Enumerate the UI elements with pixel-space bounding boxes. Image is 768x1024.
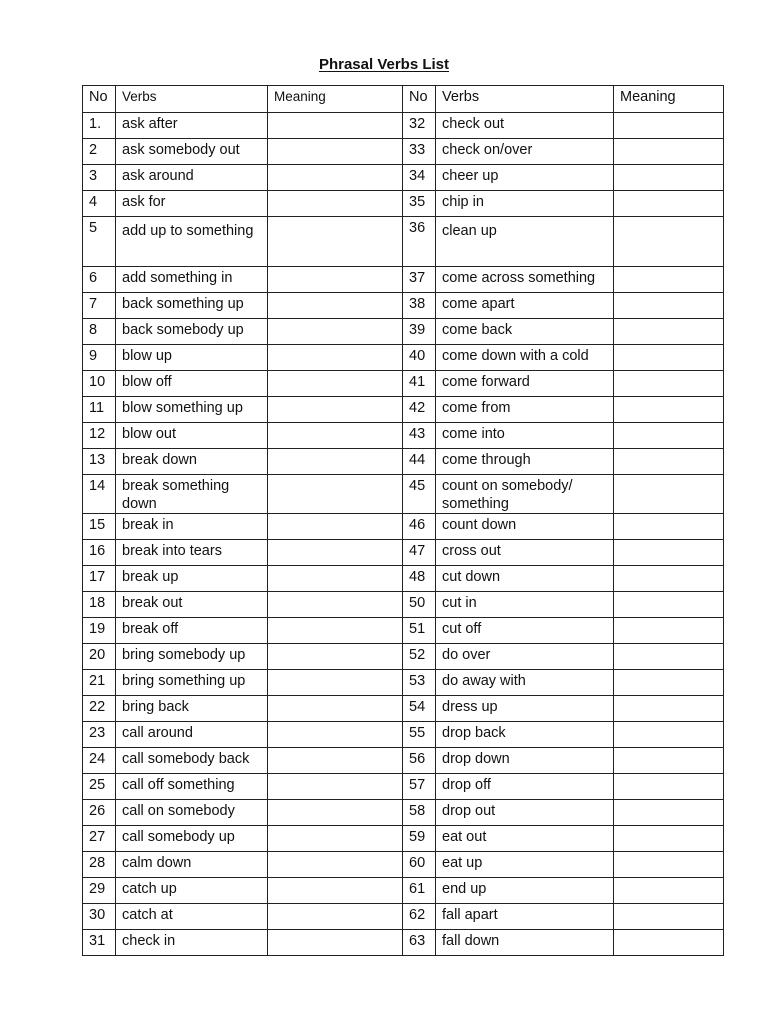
right-verb-cell: come apart [436, 293, 614, 319]
right-verb-cell: cross out [436, 540, 614, 566]
table-row [83, 670, 724, 696]
left-meaning-cell [268, 191, 403, 217]
left-number-cell: 16 [83, 540, 116, 566]
right-meaning-cell [614, 217, 724, 267]
table-row [83, 371, 724, 397]
left-verb-cell: blow out [116, 423, 268, 449]
right-meaning-cell [614, 748, 724, 774]
left-meaning-cell [268, 423, 403, 449]
left-meaning-cell [268, 930, 403, 956]
right-meaning-cell [614, 293, 724, 319]
right-verb-cell: drop off [436, 774, 614, 800]
left-number-cell: 10 [83, 371, 116, 397]
left-verb-cell: catch at [116, 904, 268, 930]
table-row [83, 267, 724, 293]
right-verb-cell: drop down [436, 748, 614, 774]
left-verb-cell: call somebody back [116, 748, 268, 774]
left-meaning-cell [268, 267, 403, 293]
right-number-cell: 47 [403, 540, 436, 566]
table-row [83, 930, 724, 956]
left-verb-cell: break up [116, 566, 268, 592]
left-number-cell: 4 [83, 191, 116, 217]
left-meaning-cell [268, 904, 403, 930]
table-row [83, 644, 724, 670]
left-meaning-cell [268, 293, 403, 319]
left-meaning-cell [268, 696, 403, 722]
left-meaning-cell [268, 113, 403, 139]
right-number-cell: 56 [403, 748, 436, 774]
right-number-cell: 44 [403, 449, 436, 475]
right-number-cell: 45 [403, 475, 436, 514]
left-verb-cell: bring somebody up [116, 644, 268, 670]
table-row [83, 165, 724, 191]
right-meaning-cell [614, 139, 724, 165]
right-meaning-cell [614, 267, 724, 293]
left-verb-cell: add something in [116, 267, 268, 293]
table-row [83, 319, 724, 345]
header-verbs-right: Verbs [436, 86, 614, 113]
right-verb-cell: come into [436, 423, 614, 449]
left-number-cell: 6 [83, 267, 116, 293]
right-number-cell: 42 [403, 397, 436, 423]
left-verb-cell: call somebody up [116, 826, 268, 852]
left-number-cell: 12 [83, 423, 116, 449]
left-verb-cell: blow off [116, 371, 268, 397]
right-number-cell: 32 [403, 113, 436, 139]
right-verb-cell: cut off [436, 618, 614, 644]
table-row [83, 878, 724, 904]
right-meaning-cell [614, 191, 724, 217]
left-verb-cell: break in [116, 514, 268, 540]
right-verb-cell: come from [436, 397, 614, 423]
table-header-row [83, 86, 724, 113]
left-number-cell: 31 [83, 930, 116, 956]
right-verb-cell: cheer up [436, 165, 614, 191]
right-number-cell: 39 [403, 319, 436, 345]
left-meaning-cell [268, 748, 403, 774]
table-row [83, 540, 724, 566]
left-meaning-cell [268, 878, 403, 904]
table-row [83, 217, 724, 267]
left-verb-cell: calm down [116, 852, 268, 878]
left-verb-cell: back something up [116, 293, 268, 319]
table-row [83, 774, 724, 800]
left-number-cell: 3 [83, 165, 116, 191]
left-number-cell: 29 [83, 878, 116, 904]
left-meaning-cell [268, 722, 403, 748]
left-verb-cell: back somebody up [116, 319, 268, 345]
left-verb-cell: call off something [116, 774, 268, 800]
right-meaning-cell [614, 696, 724, 722]
right-meaning-cell [614, 449, 724, 475]
right-number-cell: 34 [403, 165, 436, 191]
left-verb-cell: ask somebody out [116, 139, 268, 165]
left-number-cell: 27 [83, 826, 116, 852]
table-row [83, 139, 724, 165]
table-row [83, 514, 724, 540]
right-meaning-cell [614, 592, 724, 618]
left-number-cell: 17 [83, 566, 116, 592]
right-meaning-cell [614, 774, 724, 800]
left-number-cell: 1. [83, 113, 116, 139]
right-verb-cell: cut in [436, 592, 614, 618]
right-number-cell: 48 [403, 566, 436, 592]
right-number-cell: 40 [403, 345, 436, 371]
left-verb-cell: blow something up [116, 397, 268, 423]
left-meaning-cell [268, 514, 403, 540]
right-number-cell: 55 [403, 722, 436, 748]
table-row [83, 293, 724, 319]
right-verb-cell: eat out [436, 826, 614, 852]
right-verb-cell: come down with a cold [436, 345, 614, 371]
table-row [83, 475, 724, 514]
left-meaning-cell [268, 345, 403, 371]
left-verb-cell: catch up [116, 878, 268, 904]
right-number-cell: 35 [403, 191, 436, 217]
left-meaning-cell [268, 319, 403, 345]
table-row [83, 852, 724, 878]
header-no-right: No [403, 86, 436, 113]
left-number-cell: 9 [83, 345, 116, 371]
right-meaning-cell [614, 371, 724, 397]
table-row [83, 722, 724, 748]
table-row [83, 618, 724, 644]
right-number-cell: 52 [403, 644, 436, 670]
left-meaning-cell [268, 618, 403, 644]
right-meaning-cell [614, 930, 724, 956]
table-row [83, 113, 724, 139]
right-verb-cell: come through [436, 449, 614, 475]
left-meaning-cell [268, 644, 403, 670]
right-meaning-cell [614, 644, 724, 670]
left-number-cell: 13 [83, 449, 116, 475]
left-number-cell: 2 [83, 139, 116, 165]
right-meaning-cell [614, 397, 724, 423]
left-meaning-cell [268, 397, 403, 423]
left-verb-cell: bring back [116, 696, 268, 722]
left-number-cell: 11 [83, 397, 116, 423]
table-row [83, 566, 724, 592]
right-number-cell: 36 [403, 217, 436, 267]
right-verb-cell: cut down [436, 566, 614, 592]
left-number-cell: 5 [83, 217, 116, 267]
right-meaning-cell [614, 165, 724, 191]
left-verb-cell: ask for [116, 191, 268, 217]
right-meaning-cell [614, 423, 724, 449]
left-number-cell: 8 [83, 319, 116, 345]
right-number-cell: 60 [403, 852, 436, 878]
right-verb-cell: come across something [436, 267, 614, 293]
left-verb-cell: blow up [116, 345, 268, 371]
right-verb-cell: count down [436, 514, 614, 540]
right-meaning-cell [614, 800, 724, 826]
right-verb-cell: come forward [436, 371, 614, 397]
table-row [83, 449, 724, 475]
right-number-cell: 57 [403, 774, 436, 800]
left-meaning-cell [268, 371, 403, 397]
right-number-cell: 54 [403, 696, 436, 722]
left-verb-cell: break down [116, 449, 268, 475]
right-verb-cell: chip in [436, 191, 614, 217]
right-number-cell: 46 [403, 514, 436, 540]
left-number-cell: 25 [83, 774, 116, 800]
right-meaning-cell [614, 319, 724, 345]
left-meaning-cell [268, 800, 403, 826]
left-verb-cell: ask after [116, 113, 268, 139]
right-meaning-cell [614, 566, 724, 592]
right-meaning-cell [614, 540, 724, 566]
right-meaning-cell [614, 618, 724, 644]
left-meaning-cell [268, 826, 403, 852]
right-verb-cell: fall apart [436, 904, 614, 930]
left-number-cell: 26 [83, 800, 116, 826]
left-verb-cell: ask around [116, 165, 268, 191]
left-number-cell: 19 [83, 618, 116, 644]
right-verb-cell: end up [436, 878, 614, 904]
left-meaning-cell [268, 774, 403, 800]
right-number-cell: 61 [403, 878, 436, 904]
table-row [83, 397, 724, 423]
right-verb-cell: drop back [436, 722, 614, 748]
left-meaning-cell [268, 449, 403, 475]
right-verb-cell: count on somebody/ something [436, 475, 614, 514]
page-title: Phrasal Verbs List [318, 56, 450, 73]
table-row [83, 423, 724, 449]
right-verb-cell: dress up [436, 696, 614, 722]
header-meaning-right: Meaning [614, 86, 724, 113]
right-verb-cell: fall down [436, 930, 614, 956]
left-verb-cell: bring something up [116, 670, 268, 696]
left-verb-cell: check in [116, 930, 268, 956]
right-number-cell: 37 [403, 267, 436, 293]
left-verb-cell: call on somebody [116, 800, 268, 826]
right-number-cell: 33 [403, 139, 436, 165]
left-meaning-cell [268, 592, 403, 618]
right-meaning-cell [614, 722, 724, 748]
left-number-cell: 24 [83, 748, 116, 774]
right-verb-cell: check on/over [436, 139, 614, 165]
left-verb-cell: add up to something [116, 217, 268, 267]
left-number-cell: 28 [83, 852, 116, 878]
right-meaning-cell [614, 852, 724, 878]
left-number-cell: 7 [83, 293, 116, 319]
right-verb-cell: eat up [436, 852, 614, 878]
header-verbs-left: Verbs [116, 86, 268, 113]
right-number-cell: 51 [403, 618, 436, 644]
left-meaning-cell [268, 540, 403, 566]
right-number-cell: 58 [403, 800, 436, 826]
table-row [83, 191, 724, 217]
right-meaning-cell [614, 345, 724, 371]
left-meaning-cell [268, 852, 403, 878]
left-number-cell: 30 [83, 904, 116, 930]
right-verb-cell: come back [436, 319, 614, 345]
right-verb-cell: clean up [436, 217, 614, 267]
right-verb-cell: do away with [436, 670, 614, 696]
right-verb-cell: do over [436, 644, 614, 670]
table-row [83, 826, 724, 852]
left-number-cell: 14 [83, 475, 116, 514]
table-row [83, 592, 724, 618]
right-meaning-cell [614, 113, 724, 139]
left-verb-cell: break out [116, 592, 268, 618]
left-number-cell: 18 [83, 592, 116, 618]
table-body [83, 86, 724, 956]
right-meaning-cell [614, 826, 724, 852]
left-number-cell: 22 [83, 696, 116, 722]
right-number-cell: 63 [403, 930, 436, 956]
left-number-cell: 23 [83, 722, 116, 748]
left-verb-cell: break off [116, 618, 268, 644]
left-meaning-cell [268, 217, 403, 267]
right-meaning-cell [614, 514, 724, 540]
header-meaning-left: Meaning [268, 86, 403, 113]
right-meaning-cell [614, 670, 724, 696]
right-number-cell: 41 [403, 371, 436, 397]
table-row [83, 800, 724, 826]
right-number-cell: 62 [403, 904, 436, 930]
left-verb-cell: break something down [116, 475, 268, 514]
right-verb-cell: drop out [436, 800, 614, 826]
left-meaning-cell [268, 165, 403, 191]
left-meaning-cell [268, 475, 403, 514]
table-row [83, 345, 724, 371]
table-row [83, 696, 724, 722]
left-meaning-cell [268, 670, 403, 696]
right-number-cell: 38 [403, 293, 436, 319]
table-row [83, 904, 724, 930]
left-meaning-cell [268, 139, 403, 165]
right-number-cell: 59 [403, 826, 436, 852]
left-verb-cell: break into tears [116, 540, 268, 566]
left-number-cell: 20 [83, 644, 116, 670]
left-number-cell: 15 [83, 514, 116, 540]
right-number-cell: 43 [403, 423, 436, 449]
left-verb-cell: call around [116, 722, 268, 748]
right-meaning-cell [614, 904, 724, 930]
header-no-left: No [83, 86, 116, 113]
right-meaning-cell [614, 475, 724, 514]
table-row [83, 748, 724, 774]
left-number-cell: 21 [83, 670, 116, 696]
right-number-cell: 50 [403, 592, 436, 618]
right-verb-cell: check out [436, 113, 614, 139]
right-number-cell: 53 [403, 670, 436, 696]
phrasal-verbs-table [82, 85, 724, 956]
left-meaning-cell [268, 566, 403, 592]
right-meaning-cell [614, 878, 724, 904]
